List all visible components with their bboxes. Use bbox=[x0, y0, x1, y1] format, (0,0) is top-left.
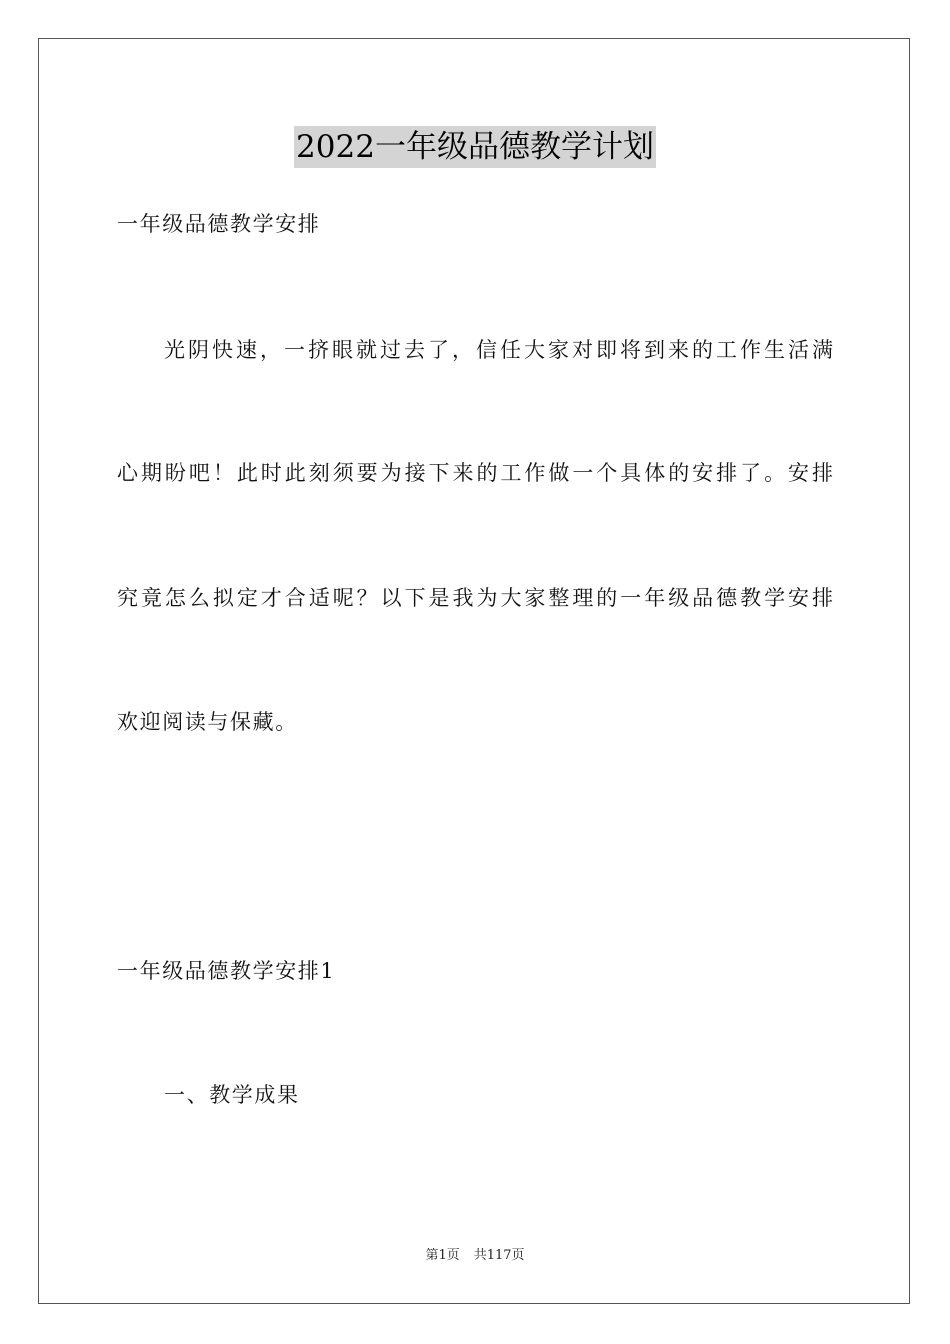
section-heading: 一年级品德教学安排1 bbox=[117, 959, 336, 983]
document-subtitle: 一年级品德教学安排 bbox=[117, 212, 321, 236]
intro-line-4: 欢迎阅读与保藏。 bbox=[117, 710, 298, 734]
subsection-heading: 一、教学成果 bbox=[164, 1083, 300, 1107]
title-container bbox=[0, 126, 950, 168]
document-title: 2022一年级品德教学计划 bbox=[294, 126, 656, 168]
page-total: 共117页 bbox=[473, 1248, 525, 1263]
page-number: 第1页 bbox=[425, 1248, 460, 1263]
intro-line-2: 心期盼吧！此时此刻须要为接下来的工作做一个具体的安排了。安排 bbox=[117, 461, 833, 485]
intro-line-3: 究竟怎么拟定才合适呢？以下是我为大家整理的一年级品德教学安排 bbox=[117, 586, 833, 610]
page-footer bbox=[0, 1247, 950, 1265]
intro-line-1: 光阴快速，一挤眼就过去了，信任大家对即将到来的工作生活满 bbox=[164, 338, 833, 362]
